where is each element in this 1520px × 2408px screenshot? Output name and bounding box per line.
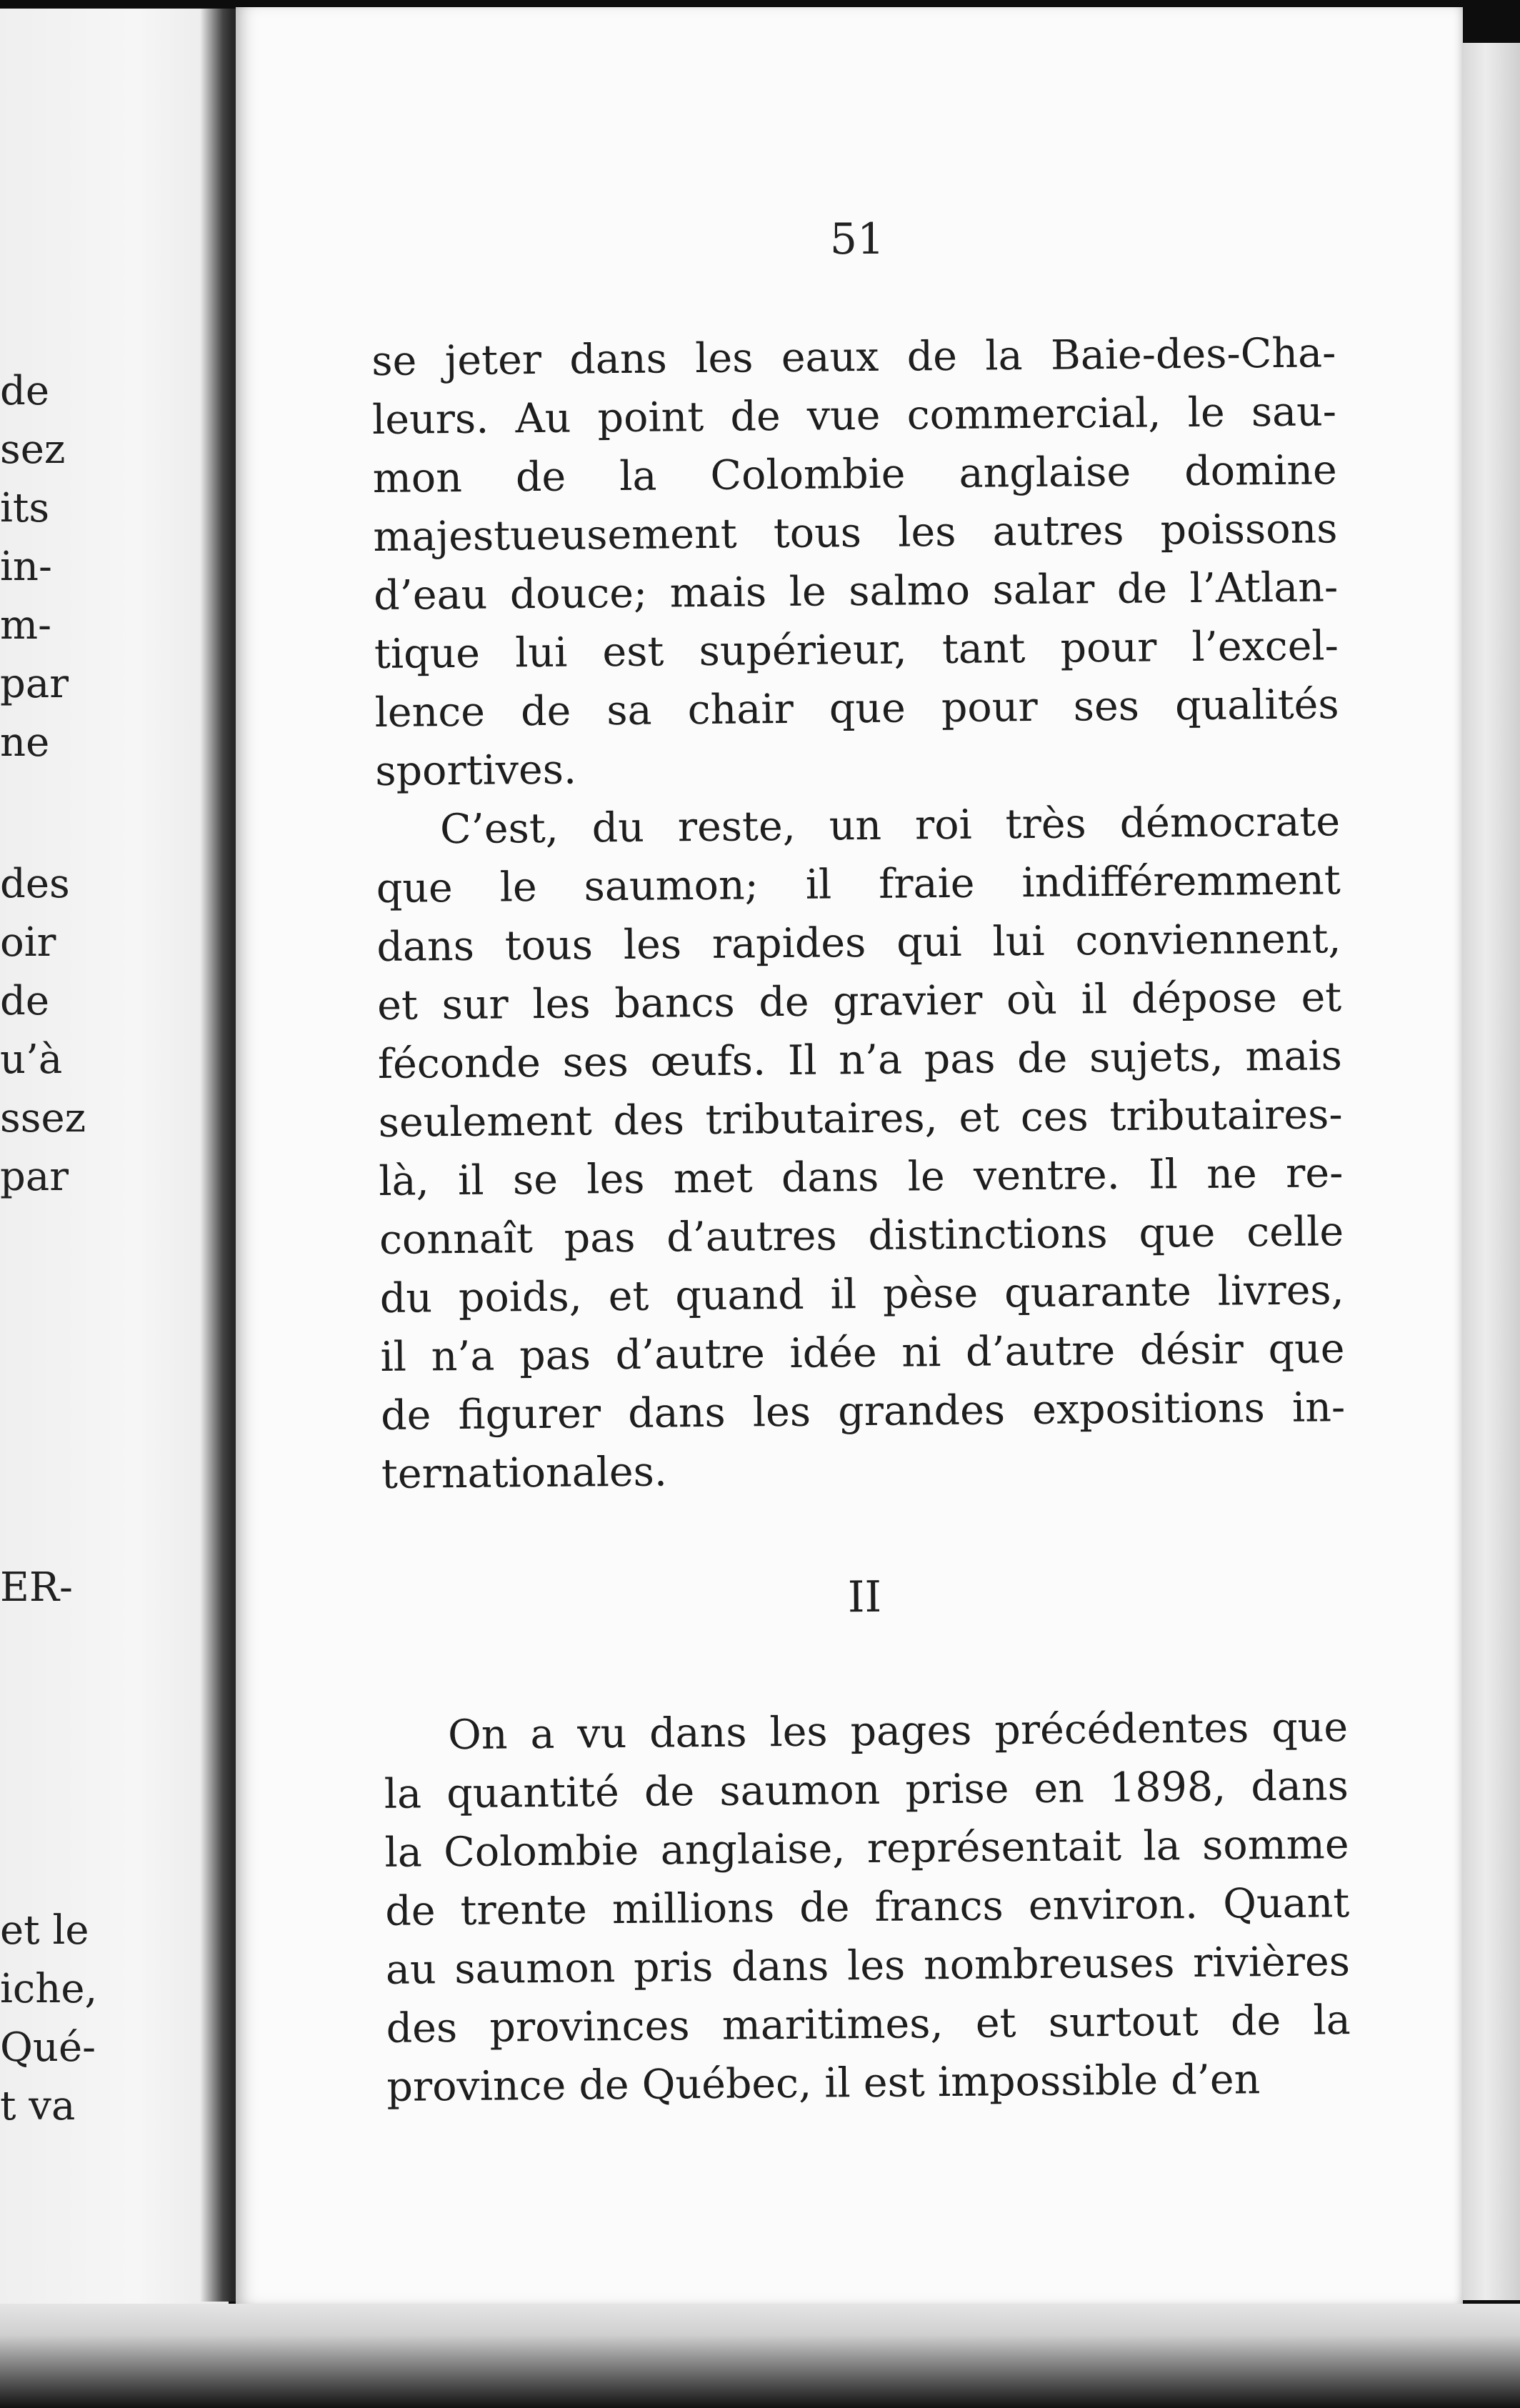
left-line: ssez (0, 1095, 86, 1141)
left-line: sez (0, 426, 66, 473)
left-line: t va (0, 2083, 76, 2129)
paragraph (384, 1698, 1351, 2117)
left-line: oir (0, 919, 56, 966)
text-line: féconde ses œufs. Il n’a pas de sujets, mais (377, 1032, 1343, 1088)
left-page-fragment-3 (0, 1559, 229, 1617)
text-line: il n’a pas d’autre idée ni d’autre désir que (380, 1325, 1345, 1381)
left-line: iche, (0, 1966, 98, 2012)
left-line: de (0, 368, 49, 414)
text-line: seulement des tributaires, et ces tributaires- (378, 1091, 1343, 1146)
text-line: province de Québec, il est impossible d’en (386, 2056, 1261, 2111)
text-line: et sur les bancs de gravier où il dépose et (376, 974, 1342, 1029)
left-facing-page (0, 9, 229, 2316)
text-line: des provinces maritimes, et surtout de la (386, 1997, 1351, 2052)
text-line: que le saumon; il fraie indifféremment (376, 856, 1341, 912)
text-line: du poids, et quand il pèse quarante livres, (379, 1267, 1345, 1322)
left-page-fragment-1 (0, 362, 229, 772)
left-line: de (0, 978, 49, 1024)
left-line: des (0, 861, 70, 907)
left-line: par (0, 1154, 69, 1200)
text-line: d’eau douce; mais le salmo salar de l’Atlan- (373, 564, 1339, 619)
text-line: majestueusement tous les autres poissons (373, 505, 1338, 561)
text-line: se jeter dans les eaux de la Baie-des-Cha- (371, 329, 1336, 385)
text-line: la quantité de saumon prise en 1898, dans (384, 1762, 1349, 1818)
left-line: its (0, 485, 50, 531)
left-line: Qué- (0, 2024, 96, 2071)
text-line: leurs. Au point de vue commercial, le sau- (371, 388, 1337, 444)
left-line: m- (0, 602, 52, 649)
left-line: et le (0, 1907, 89, 1954)
text-line: On a vu dans les pages précédentes que (447, 1704, 1349, 1759)
left-line: ne (0, 719, 50, 766)
text-line: la Colombie anglaise, représentait la somme (384, 1821, 1349, 1877)
text-line: ternationales. (381, 1448, 668, 1498)
paragraph (371, 324, 1340, 801)
page-edge-right (1463, 43, 1520, 2300)
paragraph (376, 792, 1346, 1504)
left-page-fragment-4 (0, 1902, 229, 2136)
body-paragraphs (371, 324, 1346, 1504)
left-page-fragment-2 (0, 855, 229, 1207)
left-line: u’à (0, 1036, 63, 1083)
text-line: mon de la Colombie anglaise domine (372, 446, 1338, 502)
page-number: 51 (829, 214, 885, 264)
text-line: lence de sa chair que pour ses qualités (374, 681, 1339, 736)
text-line: dans tous les rapides qui lui conviennent, (376, 915, 1341, 971)
text-line: sportives. (375, 746, 577, 795)
page-edge-bottom (0, 2304, 1520, 2408)
left-line: ER- (0, 1564, 73, 1611)
text-line: C’est, du reste, un roi très démocrate (439, 798, 1341, 854)
section-heading: II (847, 1572, 882, 1623)
text-line: de trente millions de francs environ. Quant (385, 1879, 1350, 1935)
text-line: tique lui est supérieur, tant pour l’excel- (374, 622, 1339, 678)
text-line: de figurer dans les grandes expositions in- (380, 1384, 1346, 1439)
left-line: in- (0, 544, 52, 590)
text-line: au saumon pris dans les nombreuses rivières (385, 1938, 1351, 1994)
left-line: par (0, 661, 69, 707)
text-line: là, il se les met dans le ventre. Il ne re- (379, 1149, 1344, 1205)
text-line: connaît pas d’autres distinctions que celle (379, 1208, 1344, 1264)
page-body (371, 324, 1351, 2117)
